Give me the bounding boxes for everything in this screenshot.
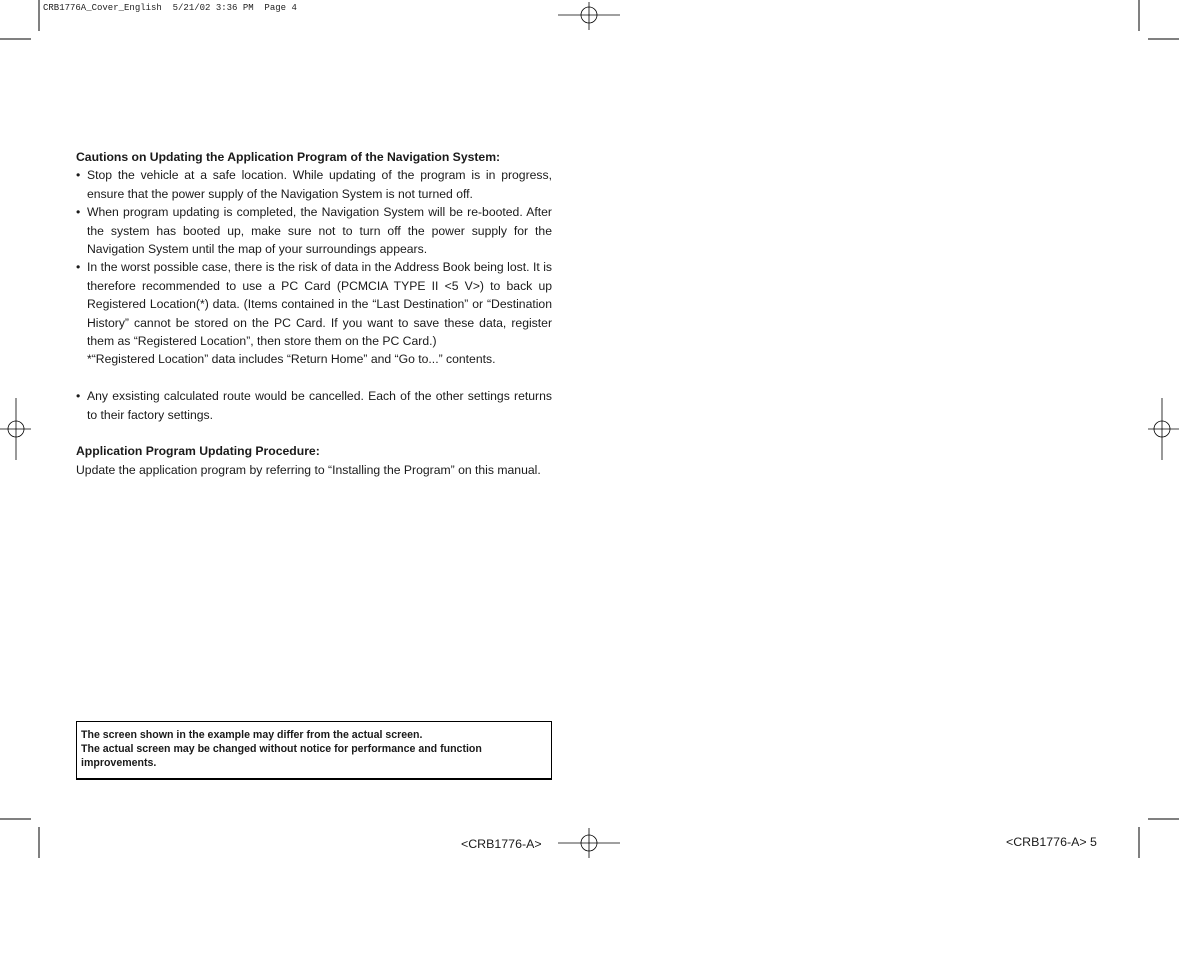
cautions-list-continued bbox=[76, 387, 552, 424]
page-number-right: <CRB1776-A> 5 bbox=[1006, 835, 1097, 849]
spacer bbox=[76, 369, 552, 387]
procedure-text: Update the application program by referring to “Installing the Program” on this manual. bbox=[76, 462, 541, 477]
caution-item: • When program updating is completed, the Navigation System will be re-booted. After the system has booted up, make sure not to turn off the power supply for the Navigation System until the map of your surroundings appears. bbox=[76, 203, 552, 258]
procedure-heading: Application Program Updating Procedure: bbox=[76, 444, 320, 459]
registration-mark-left bbox=[0, 398, 31, 460]
caution-item: • Stop the vehicle at a safe location. While updating of the program is in progress, ensure that the power supply of the Navigation System is not turned off. bbox=[76, 166, 552, 203]
caution-item-text: In the worst possible case, there is the risk of data in the Address Book being lost. It is therefore recommended to use a PC Card (PCMCIA TYPE II <5 V>) to back up Registered Location(*) data. (Items contained in the “Last Destination” or “Destination History” cannot be stored on the PC Card. If you want to save these data, register them as “Registered Location”, then store them on the PC Card.) bbox=[87, 260, 552, 349]
notice-line: The screen shown in the example may differ from the actual screen. bbox=[81, 729, 423, 741]
registration-mark-right bbox=[1148, 398, 1179, 460]
page-number-left: <CRB1776-A> bbox=[461, 837, 542, 851]
registration-mark-top bbox=[558, 2, 620, 30]
registration-mark-bottom bbox=[558, 828, 620, 858]
registered-location-footnote: *“Registered Location” data includes “Return Home” and “Go to...” contents. bbox=[87, 352, 496, 367]
spacer bbox=[76, 424, 552, 442]
print-slug-line: CRB1776A_Cover_English 5/21/02 3:36 PM Page 4 bbox=[43, 3, 297, 13]
screen-difference-notice-box bbox=[76, 721, 552, 780]
cautions-list bbox=[76, 166, 552, 368]
caution-item-with-footnote bbox=[76, 258, 552, 368]
main-text-column bbox=[76, 148, 552, 479]
notice-line: The actual screen may be changed without notice for performance and function improvements. bbox=[81, 743, 482, 769]
cautions-heading: Cautions on Updating the Application Program of the Navigation System: bbox=[76, 150, 501, 164]
caution-item: • Any exsisting calculated route would be cancelled. Each of the other settings returns to their factory settings. bbox=[76, 387, 552, 424]
